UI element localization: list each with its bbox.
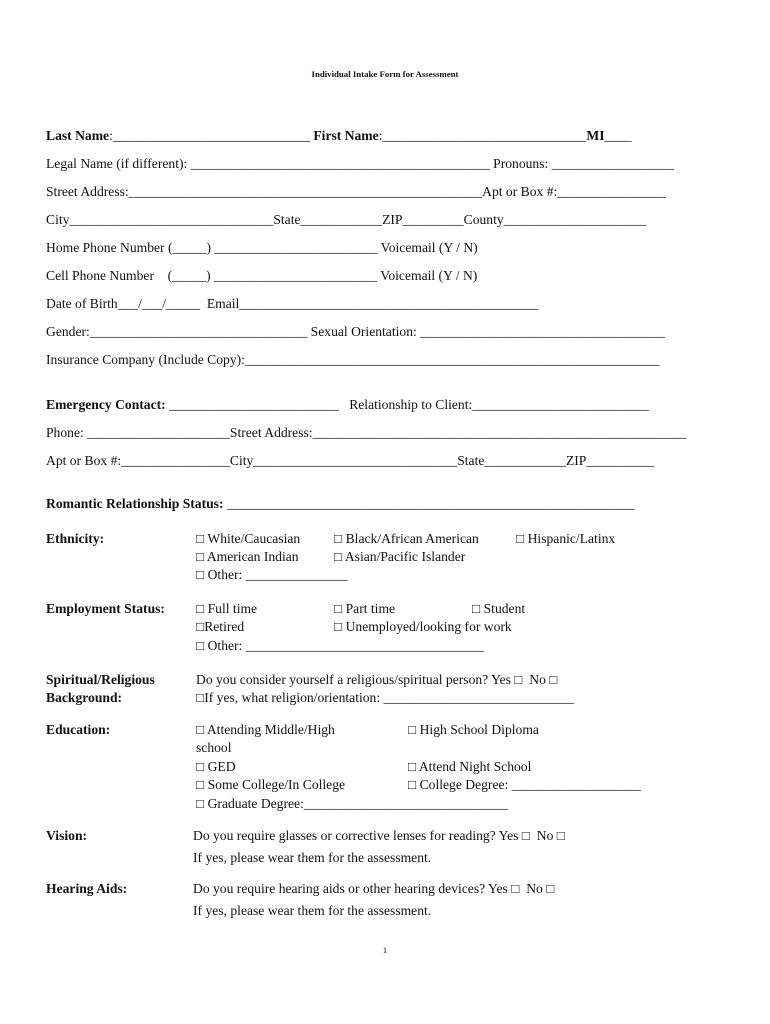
ethnicity-hispanic-checkbox[interactable]: □ Hispanic/Latinx xyxy=(516,531,616,546)
insurance-line[interactable]: Insurance Company (Include Copy):_____________________________________________________________ xyxy=(46,352,660,367)
education-some-college-checkbox[interactable]: □ Some College/In College xyxy=(196,777,346,792)
employment-retired-checkbox[interactable]: □Retired xyxy=(196,619,245,634)
city-state-zip-line[interactable]: City______________________________State____________ZIP_________County_____________________ xyxy=(46,212,647,227)
education-graduate-degree-checkbox[interactable]: □ Graduate Degree:______________________________ xyxy=(196,796,508,811)
dob-email-line[interactable]: Date of Birth___/___/_____ Email____________________________________________ xyxy=(46,296,539,311)
employment-full-time-checkbox[interactable]: □ Full time xyxy=(196,601,258,616)
legal-name-line[interactable]: Legal Name (if different): ____________________________________________ Pronouns: __________________ xyxy=(46,156,675,171)
emergency-contact-line xyxy=(46,397,649,413)
cell-phone-line[interactable]: Cell Phone Number (_____) ________________________ Voicemail (Y / N) xyxy=(46,268,478,283)
ethnicity-asian-checkbox[interactable]: □ Asian/Pacific Islander xyxy=(334,549,466,564)
emergency-apt-line[interactable]: Apt or Box #:________________City______________________________State____________ZIP__________ xyxy=(46,453,655,468)
vision-note: If yes, please wear them for the assessment. xyxy=(193,850,432,865)
ethnicity-black-checkbox[interactable]: □ Black/African American xyxy=(334,531,479,546)
form-title: Individual Intake Form for Assessment xyxy=(311,69,459,79)
education-middle-high-continued: school xyxy=(196,740,232,755)
education-middle-high-checkbox[interactable]: □ Attending Middle/High xyxy=(196,722,335,737)
employment-other-checkbox[interactable]: □ Other: ___________________________________ xyxy=(196,638,484,653)
romantic-status-field[interactable]: ____________________________________________________________ xyxy=(223,496,635,511)
ethnicity-other-checkbox[interactable]: □ Other: _______________ xyxy=(196,567,348,582)
vision-label: Vision: xyxy=(46,828,88,843)
hearing-label: Hearing Aids: xyxy=(46,881,128,896)
emergency-contact-label: Emergency Contact: xyxy=(46,397,166,412)
mi-field[interactable]: ____ xyxy=(604,128,632,143)
education-college-degree-checkbox[interactable]: □ College Degree: ___________________ xyxy=(408,777,641,792)
employment-student-checkbox[interactable]: □ Student xyxy=(472,601,526,616)
romantic-status-line xyxy=(46,496,635,512)
employment-unemployed-checkbox[interactable]: □ Unemployed/looking for work xyxy=(334,619,512,634)
last-name-field[interactable]: :_____________________________ xyxy=(109,128,310,143)
last-name-label: Last Name xyxy=(46,128,110,143)
spiritual-question[interactable]: Do you consider yourself a religious/spiritual person? Yes □ No □ xyxy=(196,672,558,687)
first-name-field[interactable]: :______________________________ xyxy=(378,128,587,143)
vision-question[interactable]: Do you require glasses or corrective lenses for reading? Yes □ No □ xyxy=(193,828,566,843)
ethnicity-american-indian-checkbox[interactable]: □ American Indian xyxy=(196,549,299,564)
ethnicity-label: Ethnicity: xyxy=(46,531,105,546)
employment-part-time-checkbox[interactable]: □ Part time xyxy=(334,601,396,616)
page-number: 1 xyxy=(382,945,388,955)
ethnicity-white-checkbox[interactable]: □ White/Caucasian xyxy=(196,531,301,546)
first-name-label: First Name xyxy=(313,128,379,143)
education-ged-checkbox[interactable]: □ GED xyxy=(196,759,236,774)
education-night-school-checkbox[interactable]: □ Attend Night School xyxy=(408,759,532,774)
hearing-note: If yes, please wear them for the assessment. xyxy=(193,903,432,918)
gender-orientation-line[interactable]: Gender:________________________________ Sexual Orientation: ____________________________________ xyxy=(46,324,665,339)
street-address-line[interactable]: Street Address:____________________________________________________Apt or Box #:________________ xyxy=(46,184,667,199)
name-row xyxy=(46,128,632,144)
romantic-status-label: Romantic Relationship Status: xyxy=(46,496,224,511)
spiritual-label: Spiritual/Religious xyxy=(46,672,155,687)
background-label: Background: xyxy=(46,690,123,705)
emergency-contact-field[interactable]: _________________________ Relationship to Client:__________________________ xyxy=(165,397,650,412)
religion-orientation-field[interactable]: □If yes, what religion/orientation: ____________________________ xyxy=(196,690,574,705)
mi-label: MI xyxy=(586,128,605,143)
home-phone-line[interactable]: Home Phone Number (_____) ________________________ Voicemail (Y / N) xyxy=(46,240,478,255)
education-label: Education: xyxy=(46,722,111,737)
hearing-question[interactable]: Do you require hearing aids or other hearing devices? Yes □ No □ xyxy=(193,881,555,896)
education-hs-diploma-checkbox[interactable]: □ High School Diploma xyxy=(408,722,539,737)
emergency-phone-line[interactable]: Phone: _____________________Street Address:_______________________________________________________ xyxy=(46,425,687,440)
employment-label: Employment Status: xyxy=(46,601,165,616)
